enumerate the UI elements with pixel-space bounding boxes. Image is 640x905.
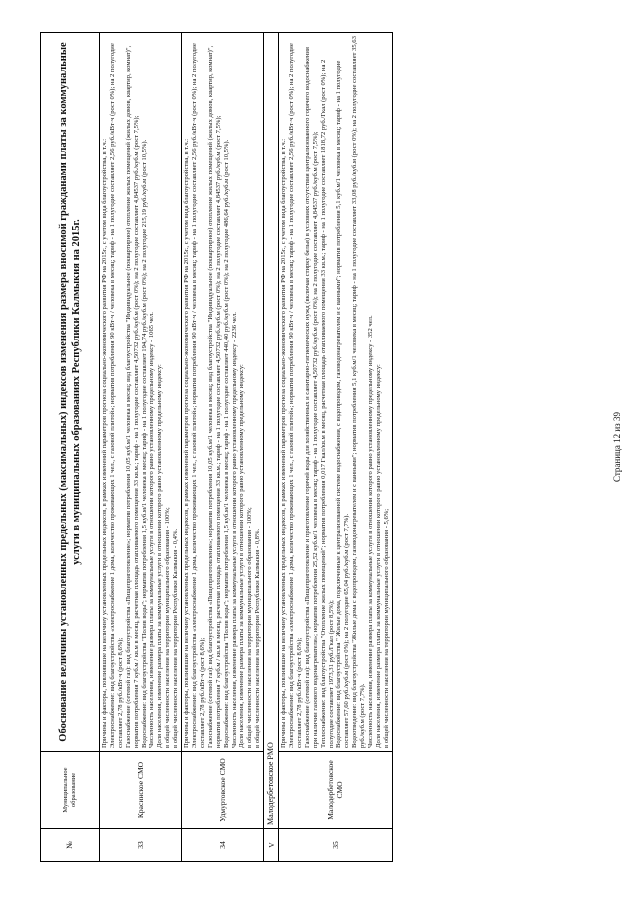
section-row xyxy=(264,33,279,862)
municipality-name: Красинское СМО xyxy=(100,752,182,829)
justification-line: Водоотведение: вид благоустройства "Жилые дома с водопроводом, газоводонагревателем и с ванными"; норматив потребления 5,1 куб.м/1 человека в месяц; тариф - на 1 полугодие составляет 33,08 руб./куб.м (рост 0%); на 2 полугодие составляет 35,63 руб./куб.м (рост 7,7%). xyxy=(351,36,367,748)
justification-line: Электроснабжение: вид благоустройства «электроснабжение 1 дома, количество проживающих 1 чел., с газовой плитой»; норматив потребления 90 кВт·ч / человека в месяц; тариф - на 1 полугодие составляет 2,56 руб./кВт·ч (рост 0%); на 2 полугодие составляет 2,78 руб./кВт·ч (рост 8,6%); xyxy=(108,43,124,748)
table-body-section xyxy=(264,33,279,862)
row-number: 33 xyxy=(100,829,182,862)
justification-line: Причины и факторы, повлиявшие на величину установленных предельных индексов, в рамках изменений параметров прогноза социально-экономического развития РФ на 2015г., с учетом вида благоустройства, в т.ч.: xyxy=(101,138,108,748)
document-page xyxy=(40,32,622,862)
justification-line: Доля населения, изменение размера платы за коммунальные услуги в отношении которого равно установленному предельному индексу: xyxy=(156,364,164,748)
justification-line: Электроснабжение: вид благоустройства «электроснабжение 1 дома, количество проживающих 1 чел., с газовой плитой»; норматив потребления 90 кВт·ч / человека в месяц; тариф - на 1 полугодие составляет 2,56 руб./кВт·ч (рост 0%); на 2 полугодие составляет 2,78 руб./кВт·ч (рост 8,6%); xyxy=(288,43,303,748)
table-body-district-4 xyxy=(100,33,264,862)
justification-text xyxy=(182,33,264,752)
justification-line: Численность населения, изменение размера платы за коммунальные услуги в отношении которого равно установленному предельному индексу - 352 чел. xyxy=(367,315,375,748)
justification-line: Доля населения, изменение размера платы за коммунальные услуги в отношении которого равно установленному предельному индексу: xyxy=(238,364,246,748)
justification-line: Численность населения, изменение размера платы за коммунальные услуги в отношении которого равно установленному предельному индексу - 2236 чел. xyxy=(230,312,238,748)
justification-line: Теплоснабжение: вид благоустройства "Отопление жилых помещений"; норматив потребления 0,017 Гкал/кв.м в месяц, расчетная площадь отапливаемого помещения 33 кв.м.; тариф - на 1 полугодие составляет 1818,72 руб./Гкал (рост 0%); на 2 полугодие составляет 1973,31 руб./Гкал (рост 8,5%); xyxy=(319,59,335,748)
header-municipality: Муниципальное образование xyxy=(41,752,100,829)
justification-line: Водоснабжение: вид благоустройства "Полив воды"; норматив потребления 1,5 куб.м/1 человека в месяц; тариф - на 1 полугодие составляет 440,40 руб./куб.м (рост 0%); на 2 полугодие 486,64 руб./куб.м (рост 10,5%). xyxy=(222,139,230,748)
row-number: 34 xyxy=(182,829,264,862)
justification-line: Водоснабжение: вид благоустройства "Полив воды"; норматив потребления 1,5 куб.м/1 человека в месяц; тариф - на 1 полугодие составляет 194,74 руб./куб.м (рост 0%); на 2 полугодие 215,19 руб./куб.м (рост 10,5%). xyxy=(140,139,148,748)
table-body-district-5 xyxy=(279,33,393,862)
section-title: Малодербетовское РМО xyxy=(264,33,279,829)
page-number: Страница 12 из 39 xyxy=(612,412,622,482)
header-number: № xyxy=(41,829,100,862)
justification-line: Газоснабжение (сетевой газ): вид благоустройства «Пищеприготовление»; норматив потребления 10,05 куб.м/1 человека в месяц; вид благоустройства "Индивидуальное (поквартирное) отопление жилых помещений (жилых домов, квартир, комнат)", норматив потребления 7 куб.м / кв.м в месяц, расчетная площадь отапливаемого помещения 33 кв.м.; тариф - на 1 полугодие составляет 4,50732 руб./куб.м (рост 0%); на 2 полугодие составляет 4,84537 руб./куб.м (рост 7,5%); xyxy=(206,45,222,748)
municipality-name: Малодербетовское СМО xyxy=(279,752,393,829)
justification-text xyxy=(100,33,182,752)
justification-line: в общей численности населения на территории муниципального образования - 5,6%; xyxy=(382,508,390,748)
justification-table xyxy=(40,32,393,862)
justification-line: Газоснабжение (сетевой газ): вид благоустройства «Пищеприготовление»; норматив потребления 10,05 куб.м/1 человека в месяц; вид благоустройства "Индивидуальное (поквартирное) отопление жилых помещений (жилых домов, квартир, комнат)", норматив потребления 7 куб.м / кв.м в месяц, расчетная площадь отапливаемого помещения 33 кв.м.; тариф - на 1 полугодие составляет 4,50732 руб./куб.м (рост 0%); на 2 полугодие составляет 4,84537 руб./куб.м (рост 7,5%); xyxy=(124,45,140,748)
justification-text xyxy=(279,33,393,752)
justification-line: Причины и факторы, повлиявшие на величину установленных предельных индексов, в рамках изменений параметров прогноза социально-экономического развития РФ на 2015г., с учетом вида благоустройства, в т.ч.: xyxy=(280,138,288,748)
table-row xyxy=(279,33,393,862)
municipality-name: Удмуртовское СМО xyxy=(182,752,264,829)
justification-line: в общей численности населения на территории муниципального образования - 100%; xyxy=(246,507,254,748)
justification-line: Доля населения, изменение размера платы за коммунальные услуги в отношении которого равно установленному предельному индексу: xyxy=(375,364,382,748)
justification-line: Численность населения, изменение размера платы за коммунальные услуги в отношении которого равно установленному предельному индексу - 1065 чел. xyxy=(148,312,156,748)
header-title: Обоснование величины установленных предельных (максимальных) индексов изменения размера вносимой гражданами платы за коммунальные услуги в муниципальных образованиях Республики Калмыкия на 2015г. xyxy=(41,33,100,752)
table-header-row xyxy=(41,33,100,862)
justification-line: Электроснабжение: вид благоустройства «электроснабжение 1 дома, количество проживающих 1 чел., с газовой плитой»; норматив потребления 90 кВт·ч / человека в месяц; тариф - на 1 полугодие составляет 2,56 руб./кВт·ч (рост 0%); на 2 полугодие составляет 2,78 руб./кВт·ч (рост 8,6%); xyxy=(190,43,206,748)
justification-line: в общей численности населения на территории муниципального образования - 100%; xyxy=(164,507,172,748)
justification-line: Причины и факторы, повлиявшие на величину установленных предельных индексов, в рамках изменений параметров прогноза социально-экономического развития РФ на 2015г., с учетом вида благоустройства, в т.ч.: xyxy=(183,138,191,748)
justification-line: Газоснабжение (сетевой газ): вид благоустройства «Пищеприготовление и приготовление горячей воды для хозяйственных и санитарно-гигиенических нужд (включая стирку белья) в условиях отсутствия централизованного горячего водоснабжения при наличии газового водонагревателя»; норматив потребления 25,52 куб.м/1 человека в месяц; тариф - на 1 полугодие составляет 4,50732 руб./куб.м (рост 0%); на 2 полугодие составляет 4,84537 руб./куб.м (рост 7,5%); xyxy=(303,47,319,748)
justification-line: Водоснабжение: вид благоустройства " Жилые дома, подключенные к централизованной системе водоснабжения, с водопроводом, газоводонагревателем и с ванными"; норматив потребления 5,1 куб.м/1 человека в месяц; тариф - на 1 полугодие составляет 57,60 руб./куб.м (рост 0%); на 2 полугодие 65,04 руб./куб.м (рост 7,7%). xyxy=(335,60,351,748)
section-number: V xyxy=(264,829,279,862)
table-row xyxy=(182,33,264,862)
justification-line: в общей численности населения на территории Республики Калмыкия - 0,4%. xyxy=(172,528,180,748)
row-number: 35 xyxy=(279,829,393,862)
justification-line: в общей численности населения на территории Республики Калмыкия - 0,8%. xyxy=(254,528,262,748)
table-row xyxy=(100,33,182,862)
